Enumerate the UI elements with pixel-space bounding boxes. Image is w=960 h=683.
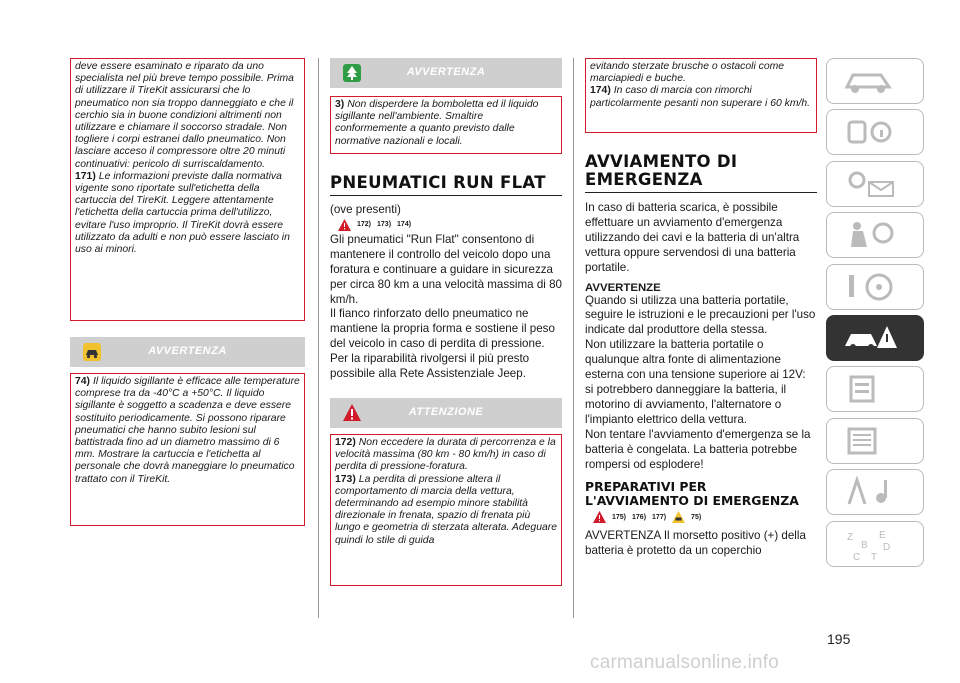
tab-technical-data[interactable]: [826, 418, 924, 464]
body-paragraph: Gli pneumatici "Run Flat" consentono di mantenere il controllo del veicolo dopo una foratura e continuare a guidare in sicurezza per circa 80 km a una velocità massima di 80 km/h.: [330, 232, 562, 306]
section-heading: AVVIAMENTO DI EMERGENZA: [585, 152, 738, 189]
ref-label: 75): [691, 513, 702, 521]
body-paragraph: Il fianco rinforzato dello pneumatico ne mantiene la propria forma e sostiene il peso del veicolo in caso di perdita di pressione.: [330, 307, 555, 351]
section-heading: PNEUMATICI RUN FLAT: [330, 173, 546, 192]
car-warning-icon: [672, 511, 685, 523]
watermark: carmanualsonline.info: [590, 652, 780, 673]
page-number: 195: [827, 631, 851, 647]
emergency-car-icon: [841, 322, 901, 354]
emergency-start-section: [585, 153, 817, 559]
warning-banner: [70, 337, 305, 367]
ref-label: 173): [377, 221, 392, 229]
tab-car-info[interactable]: [826, 109, 924, 155]
attention-text: 172) Non eccedere la durata di percorrenza e la velocità massima (80 km - 80 km/h) in caso di perdita di pressione-foratura.: [335, 436, 556, 473]
column-right: [585, 58, 817, 559]
environment-banner: [330, 58, 562, 88]
banner-label: ATTENZIONE: [408, 405, 484, 418]
body-paragraph: Quando si utilizza una batteria portatile, seguire le istruzioni e le precauzioni per l'uso indicate dal produttore della stessa.: [585, 293, 816, 337]
body-paragraph: Per la riparabilità rivolgersi il più presto possibile alla Rete Assistenziale Jeep.: [330, 352, 530, 381]
tab-safety[interactable]: [826, 212, 924, 258]
body-paragraph: Non tentare l'avviamento d'emergenza se la batteria è congelata. La batteria potrebbe rompersi od esplodere!: [585, 427, 811, 471]
svg-text:D: D: [883, 541, 891, 553]
environment-box: [330, 96, 562, 154]
run-flat-section: [330, 174, 562, 382]
tab-driving[interactable]: [826, 264, 924, 310]
svg-text:Z: Z: [847, 531, 854, 543]
index-letters-icon: [841, 528, 901, 562]
warning-text: deve essere esaminato e riparato da uno specialista nel più breve tempo possibile. Prima di utilizzare il TireKit assicurarsi che lo pneumatico non sia troppo danneggiato e che il cerchio sia in buone condizioni altrimenti non utilizzare e chiamare il soccorso stradale. Non togliere i corpi estranei dallo pneumatico. Non lasciare acceso il compressore oltre 20 minuti continuativi: pericolo di surriscaldamento.: [75, 61, 294, 170]
subheading: AVVERTENZE: [585, 281, 661, 294]
present-note: (ove presenti): [330, 203, 401, 216]
tab-emergency[interactable]: [826, 315, 924, 361]
multimedia-icon: [841, 476, 901, 508]
attention-text: evitando sterzate brusche o ostacoli come marciapiedi e buche.: [590, 61, 785, 85]
steering-wheel-icon: [841, 271, 901, 303]
attention-text: 174) In caso di marcia con rimorchi particolarmente pesanti non superare i 60 km/h.: [590, 85, 811, 109]
warning-triangle-icon: [338, 219, 351, 231]
column-divider: [573, 58, 574, 618]
attention-banner: [330, 398, 562, 428]
ref-label: 177): [652, 513, 667, 521]
subsection-heading: PREPARATIVI PER L'AVVIAMENTO DI EMERGENZA: [585, 479, 799, 509]
maintenance-icon: [841, 373, 901, 405]
seat-airbag-icon: [841, 219, 901, 251]
banner-label: AVVERTENZA: [148, 345, 227, 357]
column-divider: [318, 58, 319, 618]
warning-box: [70, 373, 305, 526]
lights-message-icon: [841, 168, 901, 200]
body-paragraph: AVVERTENZA Il morsetto positivo (+) della batteria è protetto da un coperchio: [585, 529, 806, 558]
svg-text:C: C: [853, 551, 861, 562]
attention-text: 173) La perdita di pressione altera il comportamento di marcia della vettura, determinando ad esempio minore stabilità direzionale in frenata, spazio di frenata più lungo e geometria di sterzata alterata. Adeguare quindi lo stile di guida: [335, 473, 557, 546]
banner-label: AVVERTENZA: [406, 66, 486, 78]
ref-label: 175): [612, 513, 627, 521]
technical-data-icon: [841, 425, 901, 457]
ref-label: 176): [632, 513, 647, 521]
column-middle: [330, 58, 562, 586]
car-info-icon: [841, 116, 901, 148]
tab-multimedia[interactable]: [826, 469, 924, 515]
heading-rule: [585, 192, 817, 193]
attention-box: [330, 434, 562, 586]
car-overview-icon: [841, 65, 901, 97]
tab-index[interactable]: [826, 521, 924, 567]
body-paragraph: Non utilizzare la batteria portatile o qualunque altra fonte di alimentazione esterna con una tensione superiore ai 12V: si potrebbero danneggiare la batteria, il motorino di avviamento, l'alternatore o l'impianto elettrico della vettura.: [585, 338, 806, 426]
warning-triangle-icon: [593, 511, 606, 523]
ref-label: 174): [397, 221, 412, 229]
continued-attention-box: [585, 58, 817, 133]
body-paragraph: In caso di batteria scarica, è possibile effettuare un avviamento d'emergenza utilizzando dei cavi e la batteria di un'altra vettura oppure servendosi di una batteria portatile.: [585, 201, 800, 274]
svg-text:T: T: [871, 551, 878, 562]
tab-car-overview[interactable]: [826, 58, 924, 104]
environment-text: 3) Non disperdere la bomboletta ed il liquido sigillante nell'ambiente. Smaltire conformemente a quanto previsto dalle normative nazionali e locali.: [335, 99, 539, 147]
tab-maintenance[interactable]: [826, 366, 924, 412]
warning-text: 74) Il liquido sigillante è efficace alle temperature comprese tra da -40°C a +50°C. Il liquido sigillante è soggetto a scadenza e deve essere sostituito periodicamente. Si possono riparare pneumatici che hanno subito lesioni sul battistrada fino ad un diametro massimo di 6 mm. Mostrare la cartuccia e l'etichetta al personale che dovrà maneggiare lo pneumatico trattato con il TireKit.: [75, 376, 300, 485]
column-left: [70, 58, 305, 526]
warning-refs: [338, 219, 562, 231]
heading-rule: [330, 195, 562, 196]
svg-text:E: E: [879, 529, 886, 541]
ref-label: 172): [357, 221, 372, 229]
warning-refs: [593, 511, 817, 523]
warning-text: 171) Le informazioni previste dalla normativa vigente sono riportate sull'etichetta della cartuccia del TireKit. Leggere attentamente l'etichetta della cartuccia prima dell'utilizzo, evitare l'uso improprio. Il TireKit dovrà essere utilizzato da adulti e non può essere lasciato in uso ai minori.: [75, 170, 290, 256]
continued-warning-box: [70, 58, 305, 321]
svg-text:B: B: [861, 539, 868, 551]
chapter-tabs: [826, 58, 924, 572]
tab-lights-messages[interactable]: [826, 161, 924, 207]
